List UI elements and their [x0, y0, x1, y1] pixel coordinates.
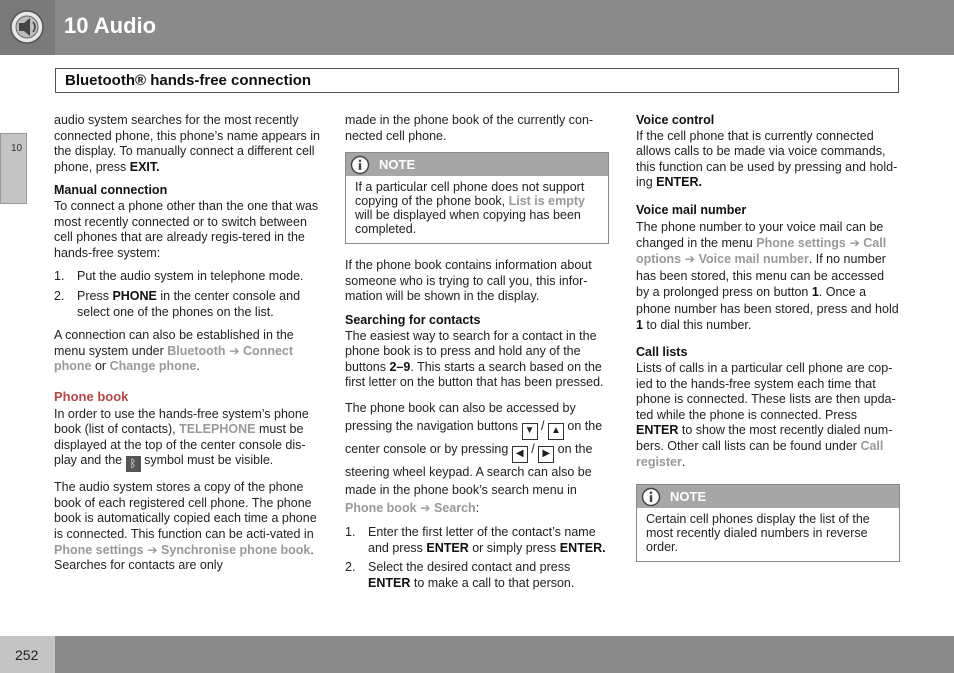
chapter-logo [0, 0, 55, 55]
info-icon [641, 487, 661, 507]
bluetooth-icon: ᛒ [126, 456, 141, 472]
arrow-right-icon: ➔ [147, 542, 158, 557]
phone-book-heading: Phone book [54, 388, 129, 404]
note-header [346, 153, 608, 176]
caller-info-paragraph: If the phone book contains information about someone who is trying to call you, this infor-mation will be shown in the display. [345, 258, 592, 304]
call-lists-heading: Call lists [636, 345, 688, 360]
note-text: If a particular cell phone does not support copying of the phone book, List is empty will be displayed when copying has been completed. [355, 180, 586, 237]
page-number: 252 [15, 647, 39, 663]
chapter-header [0, 0, 954, 55]
note-text: Certain cell phones display the list of the most recently dialed numbers in reverse order. [646, 512, 870, 555]
storage-paragraph: The audio system stores a copy of the phone book of each registered cell phone. The phone book is automatically copied each time a phone is connected. This function can be acti-vated in Phone settings ➔ Synchronise phone book. Searches for contacts are only [54, 480, 317, 573]
voice-mail-paragraph: The phone number to your voice mail can be changed in the menu Phone settings ➔ Call options ➔ Voice mail number. If no number has been stored, this menu can be accessed by a prolonged press on button 1. Once a phone number has been stored, press and hold 1 to dial this number. [636, 219, 899, 332]
note-header [637, 485, 899, 508]
note-title: NOTE [670, 489, 707, 505]
speaker-icon [9, 9, 45, 45]
intro-paragraph: audio system searches for the most recently connected phone, this phone’s name appears in the display. To manually connect a different cell phone, press EXIT. [54, 113, 320, 174]
voice-control-heading: Voice control [636, 113, 715, 127]
arrow-right-icon: ➔ [229, 343, 240, 358]
list-item: 1. Enter the first letter of the contact’s name and press ENTER or simply press ENTER. [345, 524, 606, 555]
column-1 [54, 113, 320, 582]
arrow-right-icon: ➔ [849, 235, 860, 250]
manual-steps-list [54, 269, 320, 320]
up-arrow-button-icon: ▲ [548, 423, 564, 440]
search-steps-list [345, 525, 609, 591]
searching-paragraph: The easiest way to search for a contact in the phone book is to press and hold any of the buttons 2–9. This starts a search based on the first letter on the button that has been pressed. [345, 328, 604, 390]
page-number-box [0, 636, 55, 673]
section-title: Bluetooth® hands-free connection [65, 72, 312, 89]
note-box [636, 484, 900, 562]
searching-heading: Searching for contacts [345, 312, 481, 327]
continuation-paragraph: made in the phone book of the currently con-nected cell phone. [345, 113, 594, 143]
section-header [55, 68, 899, 93]
phone-book-paragraph: In order to use the hands-free system’s phone book (list of contacts), TELEPHONE must be displayed at the top of the center console dis-play and the ᛒ symbol must be visible. [54, 406, 309, 471]
left-arrow-button-icon: ◀ [512, 446, 528, 463]
chapter-side-tab [0, 133, 27, 204]
manual-connection-heading: Manual connection [54, 183, 168, 198]
down-arrow-button-icon: ▼ [522, 423, 538, 440]
voice-mail-heading: Voice mail number [636, 202, 747, 217]
arrow-right-icon: ➔ [684, 252, 696, 267]
call-lists-paragraph: Lists of calls in a particular cell phone are cop-ied to the hands-free system each time that phone is connected. These lists are then upda-ted while the phone is connected. Press ENTER to show the most recently dialed num-bers. Other call lists can be found under Call register. [636, 361, 896, 469]
info-icon [350, 155, 370, 175]
side-tab-label: 10 [11, 143, 23, 154]
list-item: 1. Put the audio system in telephone mode. [54, 269, 304, 284]
list-item: 2. Select the desired contact and press ENTER to make a call to that person. [345, 560, 575, 590]
arrow-right-icon: ➔ [420, 500, 431, 515]
manual-connection-text: To connect a phone other than the one that was most recently connected or to switch between cell phones that are already regis-tered in the hands-free system: [54, 198, 319, 260]
menu-connection-paragraph: A connection can also be established in the menu system under Bluetooth ➔ Connect phone or Change phone. [54, 328, 294, 374]
right-arrow-button-icon: ▶ [538, 446, 554, 463]
column-2 [345, 113, 609, 599]
note-box [345, 152, 609, 244]
note-title: NOTE [379, 157, 416, 173]
page-footer [0, 636, 954, 673]
list-item: 2. Press PHONE in the center console and select one of the phones on the list. [54, 288, 301, 319]
voice-control-paragraph: If the cell phone that is currently connected allows calls to be made via voice commands, this function can be used by pressing and hold-ing ENTER. [636, 128, 898, 190]
chapter-title: 10 Audio [64, 13, 157, 38]
column-3 [636, 113, 900, 576]
navigation-paragraph: The phone book can also be accessed by pressing the navigation buttons ▼ / ▲ on the center console or by pressing ◀ / ▶ on the steering wheel keypad. A search can also be made in the phone book’s search menu in Phone book ➔ Search: [345, 400, 603, 515]
